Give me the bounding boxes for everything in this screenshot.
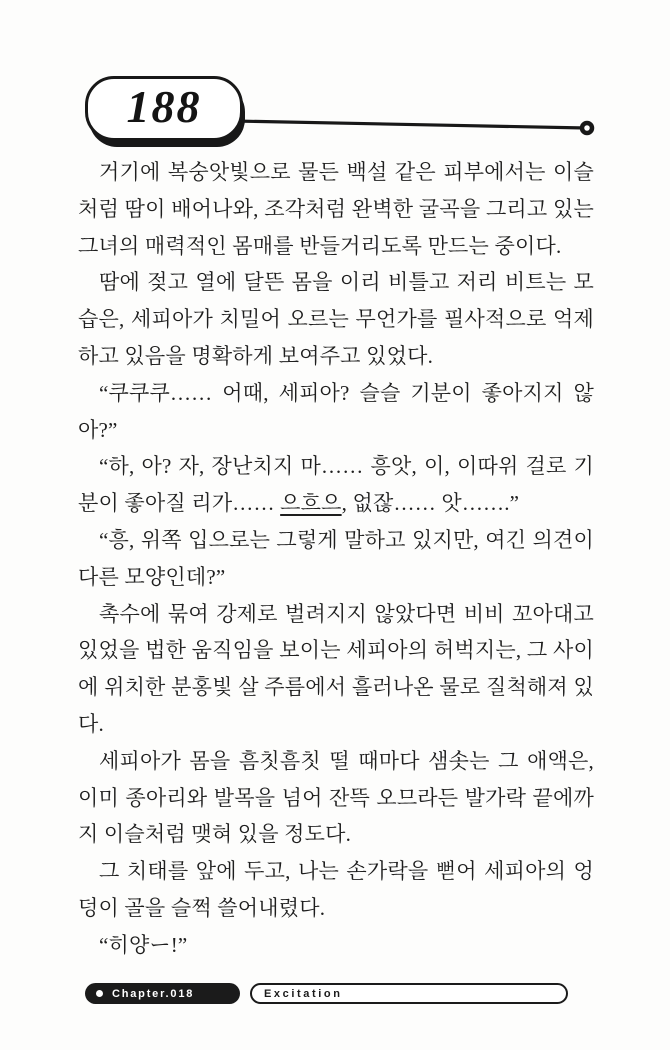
section-label: Excitation xyxy=(264,987,343,1000)
header-rule xyxy=(230,114,602,142)
rule-end-ring-icon xyxy=(582,123,592,133)
page-number-badge xyxy=(85,76,243,141)
paragraph-dialogue: “쿠쿠쿠…… 어때, 세피아? 슬슬 기분이 좋아지지 않아?” xyxy=(78,380,594,442)
paragraph-narration: 그 치태를 앞에 두고, 나는 손가락을 뻗어 세피아의 엉덩이 골을 슬쩍 쓸어내렸다. xyxy=(78,859,594,920)
paragraph-narration: 땀에 젖고 열에 달뜬 몸을 이리 비틀고 저리 비트는 모습은, 세피아가 치밀어 오르는 무언가를 필사적으로 억제하고 있음을 명확하게 보여주고 있었다. xyxy=(78,270,594,368)
chapter-label: Chapter.018 xyxy=(112,987,195,1000)
page-number: 188 xyxy=(126,81,202,132)
chapter-badge xyxy=(85,983,240,1004)
paragraph-narration: 세피아가 몸을 흠칫흠칫 떨 때마다 샘솟는 그 애액은, 이미 종아리와 발목을 넘어 잔뜩 오므라든 발가락 끝에까지 이슬처럼 맺혀 있을 정도다. xyxy=(78,748,594,847)
paragraph-narration: 거기에 복숭앗빛으로 물든 백설 같은 피부에서는 이슬처럼 땀이 배어나와, 조각처럼 완벽한 굴곡을 그리고 있는 그녀의 매력적인 몸매를 반들거리도록 만드는 중이다. xyxy=(78,160,594,258)
paragraph-dialogue: “히양ー!” xyxy=(99,932,188,957)
paragraph-dialogue xyxy=(78,448,594,522)
section-badge xyxy=(250,983,568,1004)
paragraph-narration: 촉수에 묶여 강제로 벌려지지 않았다면 비비 꼬아대고 있었을 법한 움직임을 보이는 세피아의 허벅지는, 그 사이에 위치한 분홍빛 살 주름에서 흘러나온 물로 질척해져 있다. xyxy=(78,601,594,736)
header-rule-line xyxy=(234,121,586,128)
bullet-dot-icon xyxy=(96,990,103,997)
dialogue-segment: “하, 아? 자, 장난치지 마…… 흥앗, 이, 이따위 걸로 기분이 좋아질 리가…… xyxy=(78,454,594,516)
dialogue-segment: , 없잖…… 앗…….” xyxy=(341,491,520,516)
body-text xyxy=(78,154,594,964)
paragraph-dialogue: “흥, 위쪽 입으로는 그렇게 말하고 있지만, 여긴 의견이 다른 모양인데?” xyxy=(78,527,594,589)
emphasized-text: 으흐으 xyxy=(280,491,342,516)
